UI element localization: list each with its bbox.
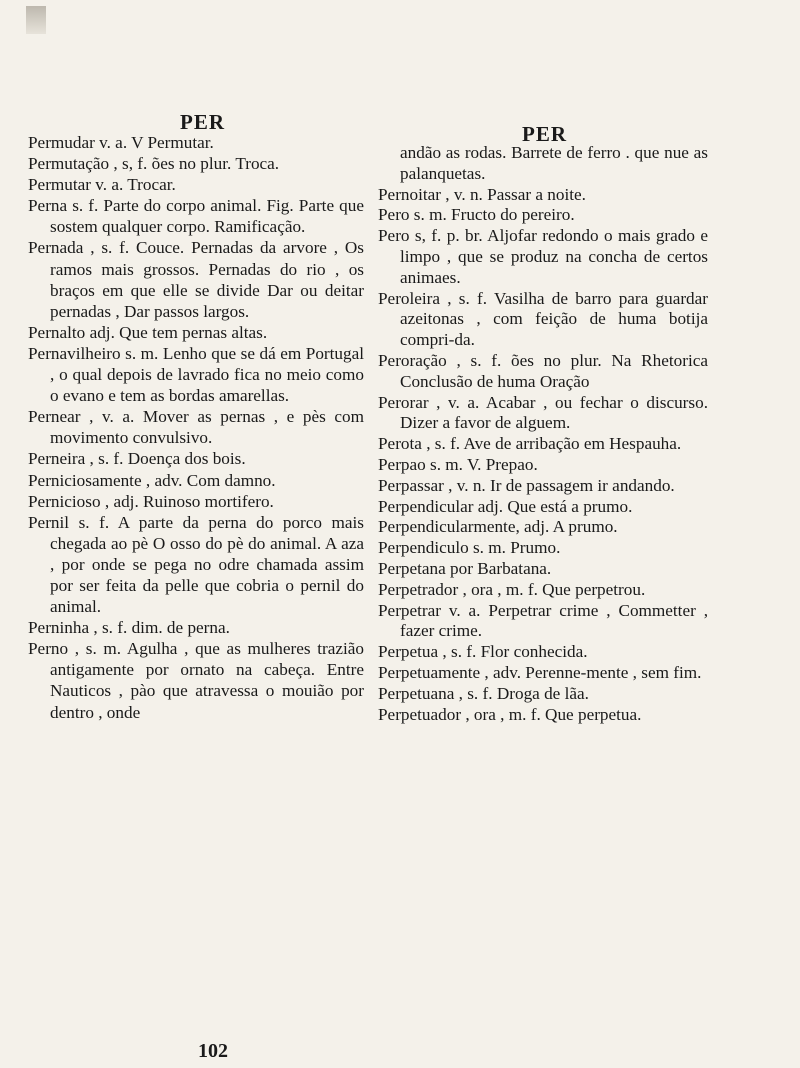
entry-pernavilheiro: Pernavilheiro s. m. Lenho que se dá em Portugal , o qual depois de lavrado fica no meio como o evano e tem as bordas amarellas. [28, 343, 364, 406]
entry-perna: Perna s. f. Parte do corpo animal. Fig. Parte que sostem qualquer corpo. Ramificação. [28, 196, 364, 237]
entry-perorar: Perorar , v. a. Acabar , ou fechar o discurso. Dizer a favor de alguem. [378, 392, 708, 433]
page-number: 102 [198, 1040, 228, 1062]
entry-perpassar: Perpassar , v. n. Ir de passagem ir andando. [378, 475, 675, 495]
entry-pero-aljofar: Pero s, f. p. br. Aljofar redondo o mais grado e limpo , que se produz na concha de certos animaes. [378, 226, 708, 287]
entry-perpendicularmente: Perpendicularmente, adj. A prumo. [378, 517, 618, 537]
entry-peroleira: Peroleira , s. f. Vasilha de barro para guardar azeitonas , com feição de huma botija compri-da. [378, 288, 708, 350]
entry-perpendicular: Perpendicular adj. Que está a prumo. [378, 496, 633, 516]
entry-peroracao: Peroração , s. f. ões no plur. Na Rhetorica Conclusão de huma Oração [378, 350, 708, 391]
entry-perpetrar: Perpetrar v. a. Perpetrar crime , Commetter , fazer crime. [378, 600, 708, 641]
entry-perniciosamente: Perniciosamente , adv. Com damno. [28, 470, 276, 490]
entry-perpetuana: Perpetuana , s. f. Droga de lãa. [378, 683, 589, 703]
entry-perpendiculo: Perpendiculo s. m. Prumo. [378, 538, 561, 558]
running-head-right: PER [522, 122, 567, 146]
entry-perpetua: Perpetua , s. f. Flor conhecida. [378, 642, 588, 662]
entry-permudar: Permudar v. a. V Permutar. [28, 133, 214, 152]
entry-perpetuamente: Perpetuamente , adv. Perenne-mente , sem fim. [378, 662, 702, 682]
entry-pernear: Pernear , v. a. Mover as pernas , e pès com movimento convulsivo. [28, 407, 364, 448]
right-entries [378, 143, 708, 725]
entry-perno-continued: andão as rodas. Barrete de ferro . que nue as palanquetas. [400, 143, 708, 183]
entry-perpetrador: Perpetrador , ora , m. f. Que perpetrou. [378, 579, 646, 599]
entry-pernalto: Pernalto adj. Que tem pernas altas. [28, 322, 268, 342]
running-head-left: PER [180, 110, 225, 134]
entry-perpetana: Perpetana por Barbatana. [378, 558, 552, 578]
entry-perpao: Perpao s. m. V. Prepao. [378, 454, 538, 474]
entry-pero-fructo: Pero s. m. Fructo do pereiro. [378, 205, 575, 225]
entry-perneira: Perneira , s. f. Doença dos bois. [28, 449, 246, 469]
entry-perno: Perno , s. m. Agulha , que as mulheres trazião antigamente por ornato na cabeça. Entre Nauticos , pào que atravessa o mouião por dentro , onde [28, 639, 364, 722]
entry-pernil: Pernil s. f. A parte da perna do porco mais chegada ao pè O osso do pè do animal. A aza , por onde se pega no odre chamada assim por ser feita da pelle que cobria o pernil do animal. [28, 512, 364, 617]
entry-perninha: Perninha , s. f. dim. de perna. [28, 618, 230, 638]
left-entries [28, 132, 364, 723]
page-edge-shadow [26, 6, 46, 34]
entry-pernada: Pernada , s. f. Couce. Pernadas da arvore , Os ramos mais grossos. Pernadas do rio , os braços em que elle se divide Dar ou deitar pernadas , Dar passos largos. [28, 238, 364, 321]
entry-perota: Perota , s. f. Ave de arribação em Hespauha. [378, 434, 682, 454]
entry-pernoitar: Pernoitar , v. n. Passar a noite. [378, 184, 586, 204]
entry-permutacao: Permutação , s, f. ões no plur. Troca. [28, 154, 280, 174]
entry-perpetuador: Perpetuador , ora , m. f. Que perpetua. [378, 704, 642, 724]
entry-pernicioso: Pernicioso , adj. Ruinoso mortifero. [28, 491, 274, 511]
entry-permutar: Permutar v. a. Trocar. [28, 175, 176, 195]
